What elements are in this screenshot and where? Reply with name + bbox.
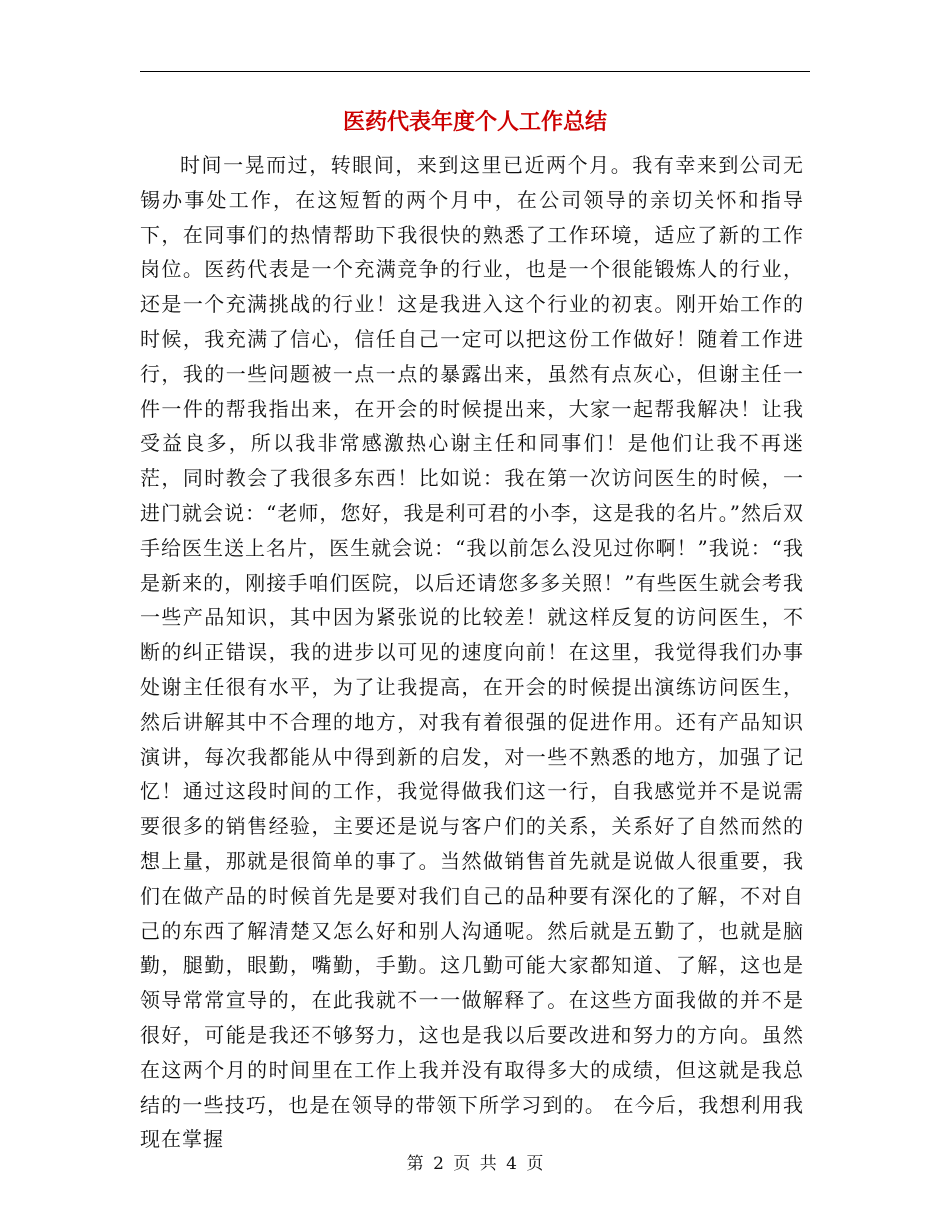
- footer-page-number: 2: [433, 1154, 444, 1174]
- footer-total-prefix: 共: [479, 1154, 497, 1174]
- page-footer: [140, 1152, 810, 1176]
- footer-page-unit: 页: [453, 1154, 471, 1174]
- document-title: 医药代表年度个人工作总结: [342, 110, 607, 135]
- header-rule: [140, 71, 810, 72]
- footer-total-unit: 页: [526, 1154, 544, 1174]
- footer-total-pages: 4: [506, 1154, 517, 1174]
- document-body-paragraph: 时间一晃而过，转眼间，来到这里已近两个月。我有幸来到公司无锡办事处工作，在这短暂的两个月中，在公司领导的亲切关怀和指导下，在同事们的热情帮助下我很快的熟悉了工作环境，适应了新的工作岗位。医药代表是一个充满竞争的行业，也是一个很能锻炼人的行业，还是一个充满挑战的行业！这是我进入这个行业的初衷。刚开始工作的时候，我充满了信心，信任自己一定可以把这份工作做好！随着工作进行，我的一些问题被一点一点的暴露出来，虽然有点灰心，但谢主任一件一件的帮我指出来，在开会的时候提出来，大家一起帮我解决！让我受益良多，所以我非常感激热心谢主任和同事们！是他们让我不再迷茫，同时教会了我很多东西！比如说：我在第一次访问医生的时候，一进门就会说：“老师，您好，我是利可君的小李，这是我的名片。”然后双手给医生送上名片，医生就会说：“我以前怎么没见过你啊！”我说：“我是新来的，刚接手咱们医院，以后还请您多多关照！”有些医生就会考我一些产品知识，其中因为紧张说的比较差！就这样反复的访问医生，不断的纠正错误，我的进步以可见的速度向前！在这里，我觉得我们办事处谢主任很有水平，为了让我提高，在开会的时候提出演练访问医生，然后讲解其中不合理的地方，对我有着很强的促进作用。还有产品知识演讲，每次我都能从中得到新的启发，对一些不熟悉的地方，加强了记忆！通过这段时间的工作，我觉得做我们这一行，自我感觉并不是说需要很多的销售经验，主要还是说与客户们的关系，关系好了自然而然的想上量，那就是很简单的事了。当然做销售首先就是说做人很重要，我们在做产品的时候首先是要对我们自己的品种要有深化的了解，不对自己的东西了解清楚又怎么好和别人沟通呢。然后就是五勤了，也就是脑勤，腿勤，眼勤，嘴勤，手勤。这几勤可能大家都知道、了解，这也是领导常常宣导的，在此我就不一一做解释了。在这些方面我做的并不是很好，可能是我还不够努力，这也是我以后要改进和努力的方向。虽然在这两个月的时间里在工作上我并没有取得多大的成绩，但这就是我总结的一些技巧，也是在领导的带领下所学习到的。 在今后，我想利用我现在掌握: [140, 153, 804, 1152]
- footer-page-prefix: 第: [406, 1154, 424, 1174]
